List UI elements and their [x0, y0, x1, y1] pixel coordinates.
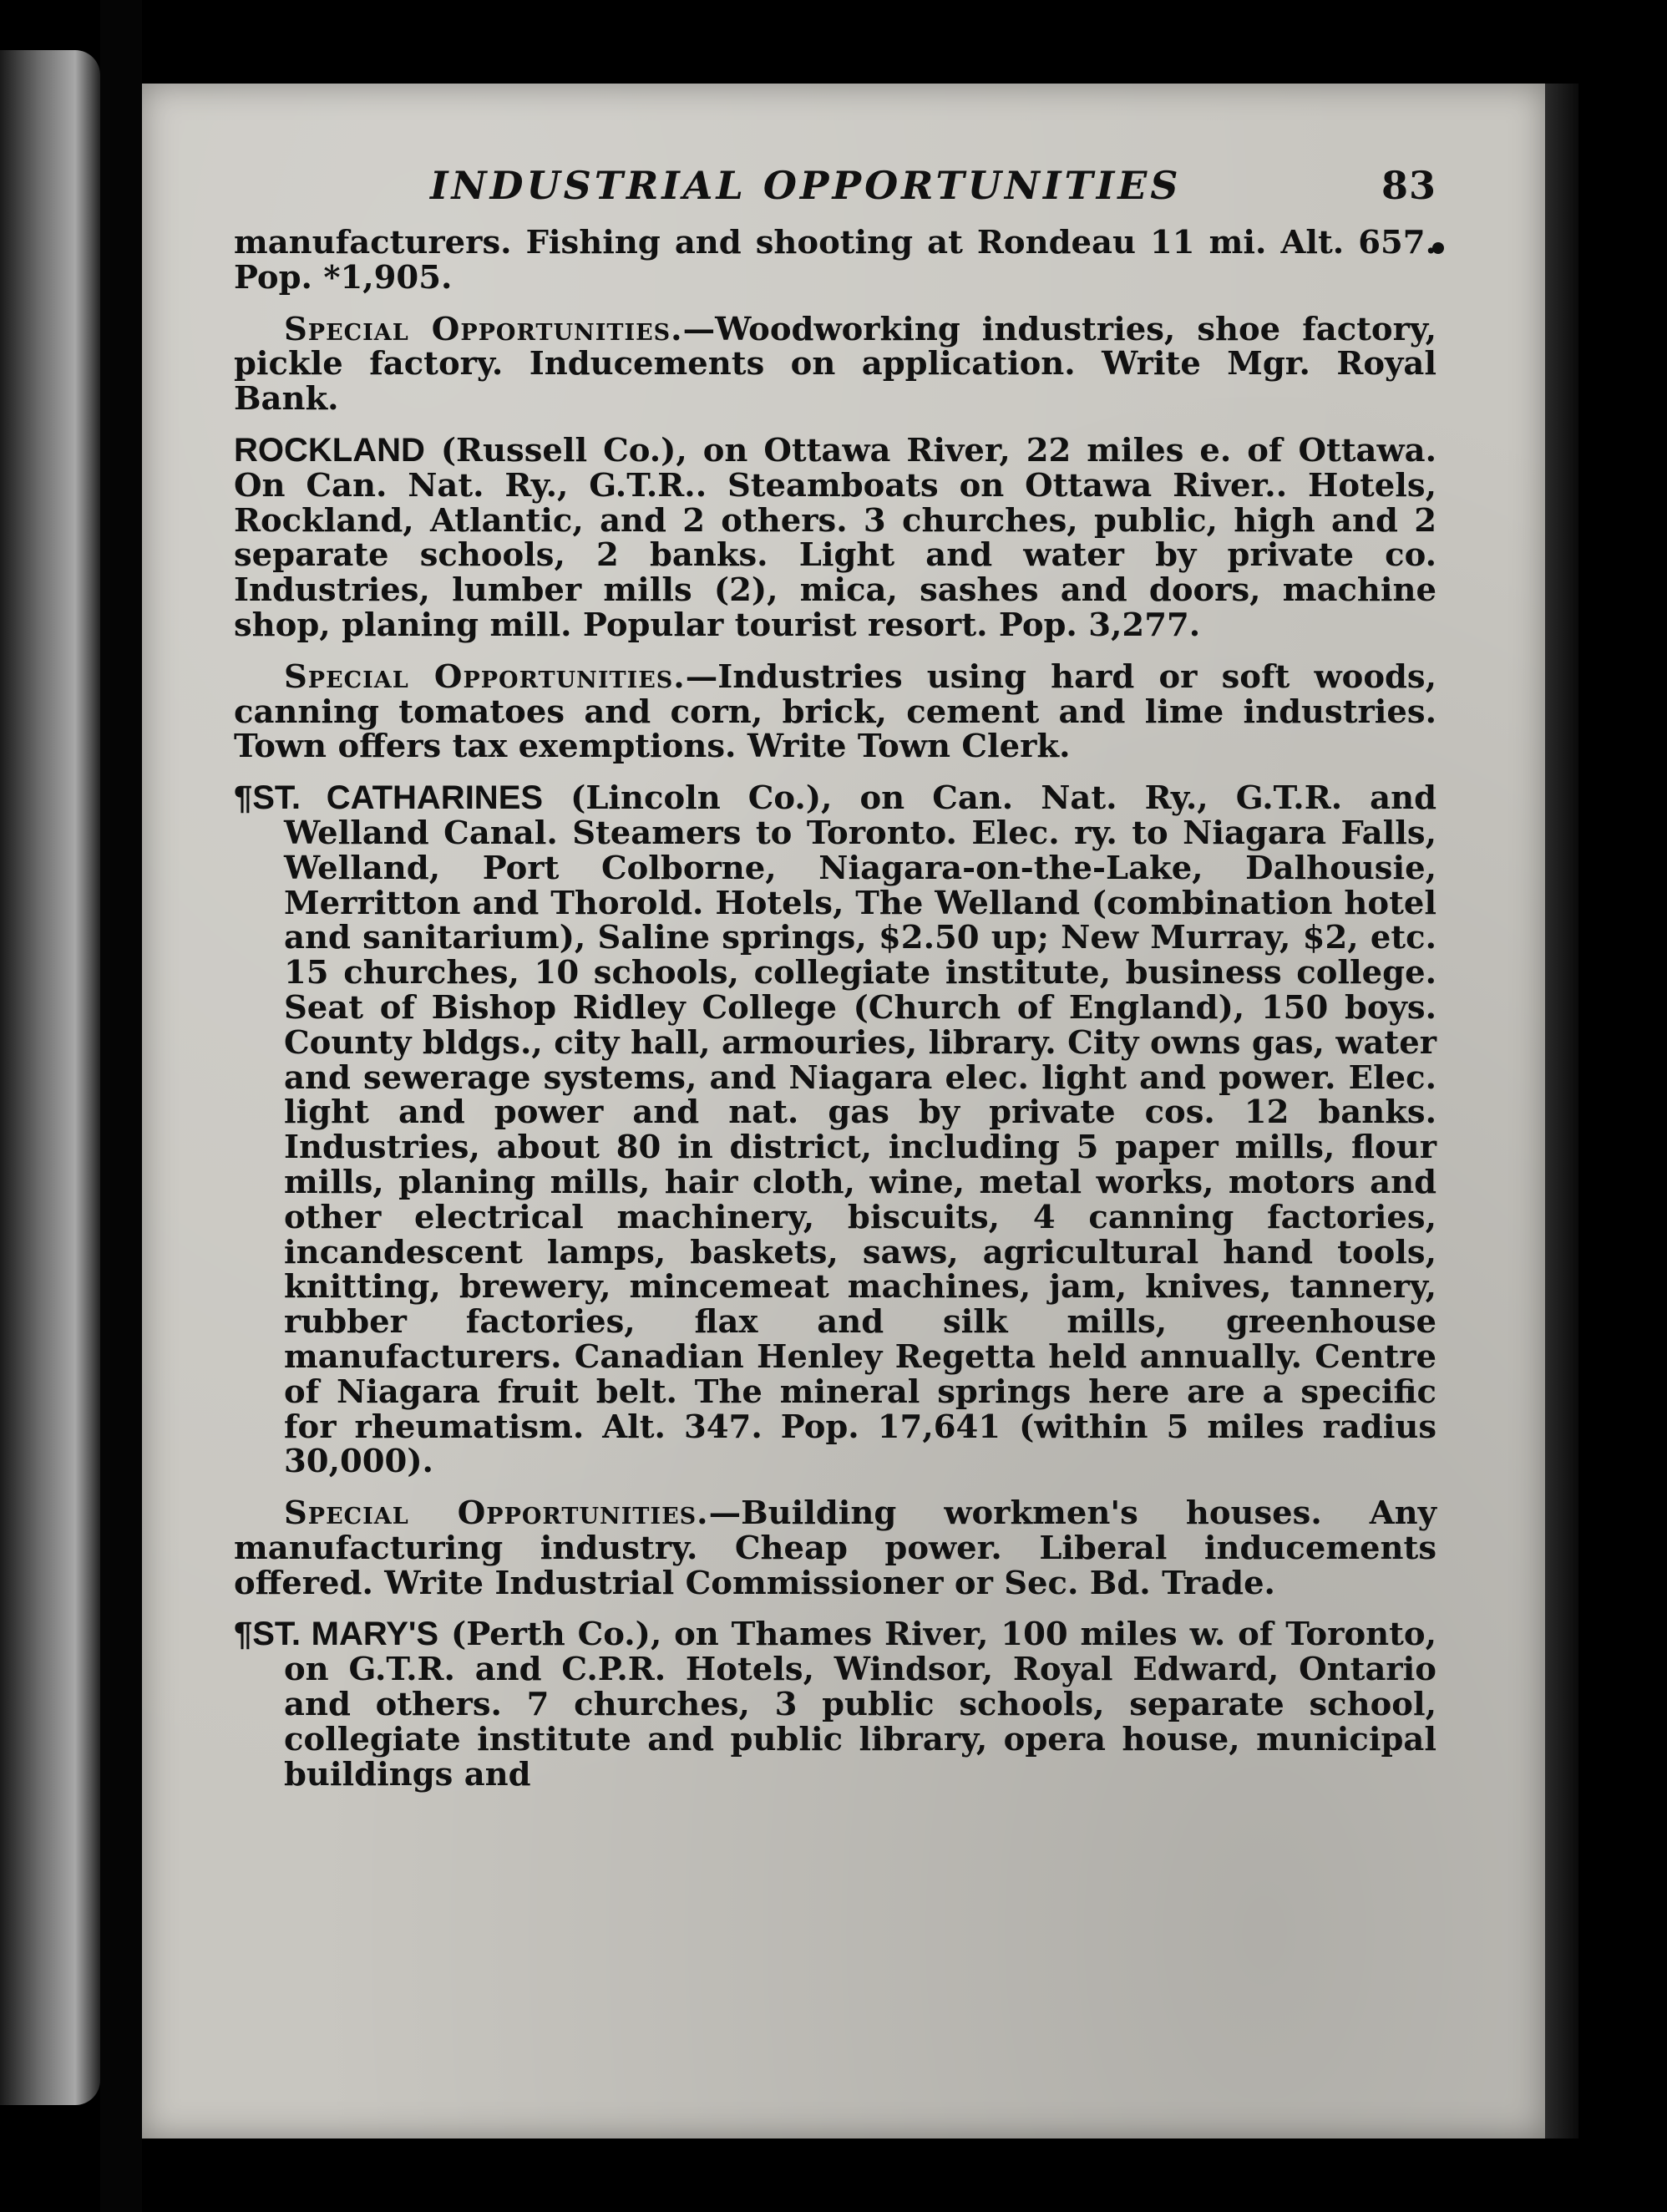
entry-text: (Russell Co.), on Ottawa River, 22 miles e. of Ottawa. On Can. Nat. Ry., G.T.R.. Steamboats on Ottawa River.. Hotels, Rockland, Atlantic, and 2 others. 3 churches, public, high and 2 separate schools, 2 banks. Light and water by private co. Industries, lumber mills (2), mica, sashes and doors, machine shop, planing mill. Popular tourist resort. Pop. 3,277. — [234, 431, 1436, 644]
entry-place-name: ST. MARY'S — [252, 1616, 439, 1653]
special-opportunities-label: Special Opportunities. — [284, 1494, 709, 1533]
entry-place-name: ST. CATHARINES — [252, 779, 544, 817]
entry-text: (Perth Co.), on Thames River, 100 miles w. of Toronto, on G.T.R. and C.P.R. Hotels, Windsor, Royal Edward, Ontario and others. 7 churches, 3 public schools, separate school, collegiate institute and public library, opera house, municipal buildings and — [284, 1616, 1436, 1793]
page-number: 83 — [1381, 163, 1436, 208]
entry-st-marys — [234, 1617, 1436, 1792]
entry-text: (Lincoln Co.), on Can. Nat. Ry., G.T.R. and Welland Canal. Steamers to Toronto. Elec. ry. to Niagara Falls, Welland, Port Colborne, Niagara-on-the-Lake, Dalhousie, Merritton and Thorold. Hotels, The Welland (combination hotel and sanitarium), Saline springs, $2.50 up; New Murray, $2, etc. 15 churches, 10 schools, collegiate institute, business college. Seat of Bishop Ridley College (Church of England), 150 boys. County bldgs., city hall, armouries, library. City owns gas, water and sewerage systems, and Niagara elec. light and power. Elec. light and power and nat. gas by private cos. 12 banks. Industries, about 80 in district, including 5 paper mills, flour mills, planing mills, hair cloth, wine, metal works, motors and other electrical machinery, biscuits, 4 canning factories, incandescent lamps, baskets, saws, agricultural hand tools, knitting, brewery, mincemeat machines, jam, knives, tannery, rubber factories, flax and silk mills, greenhouse manufacturers. Canadian Henley Regetta held annually. Centre of Niagara fruit belt. The mineral springs here are a specific for rheumatism. Alt. 347. Pop. 17,641 (within 5 miles radius 30,000). — [284, 779, 1436, 1481]
pilcrow-mark: ¶ — [234, 779, 253, 817]
running-title: INDUSTRIAL OPPORTUNITIES — [430, 163, 1182, 208]
left-page-edge — [0, 50, 100, 2105]
special-opportunities-label: Special Opportunities. — [284, 657, 686, 696]
entry-place-name: ROCKLAND — [234, 431, 425, 469]
book-page — [142, 84, 1545, 2138]
page-content — [234, 163, 1436, 1792]
entry-st-catharines — [234, 781, 1436, 1479]
special-opportunities-label: Special Opportunities. — [284, 310, 683, 348]
special-opportunities-text: —Woodworking industries, shoe factory, pickle factory. Inducements on application. Write Mgr. Royal Bank. — [234, 310, 1436, 419]
special-opportunities-paragraph — [234, 312, 1436, 417]
pilcrow-mark: ¶ — [234, 1616, 253, 1653]
book-gutter — [100, 0, 142, 2212]
special-opportunities-text: —Industries using hard or soft woods, canning tomatoes and corn, brick, cement and lime industries. Town offers tax exemptions. Write Town Clerk. — [234, 657, 1436, 766]
entry-rockland — [234, 431, 1436, 644]
special-opportunities-text: —Building workmen's houses. Any manufacturing industry. Cheap power. Liberal inducements offered. Write Industrial Commissioner or Sec. Bd. Trade. — [234, 1494, 1437, 1602]
continuation-paragraph: manufacturers. Fishing and shooting at Rondeau 11 mi. Alt. 657. Pop. *1,905. — [234, 224, 1436, 297]
special-opportunities-paragraph — [234, 657, 1436, 766]
page-right-edge — [1545, 84, 1578, 2138]
special-opportunities-paragraph — [234, 1496, 1436, 1601]
running-header — [234, 163, 1436, 221]
